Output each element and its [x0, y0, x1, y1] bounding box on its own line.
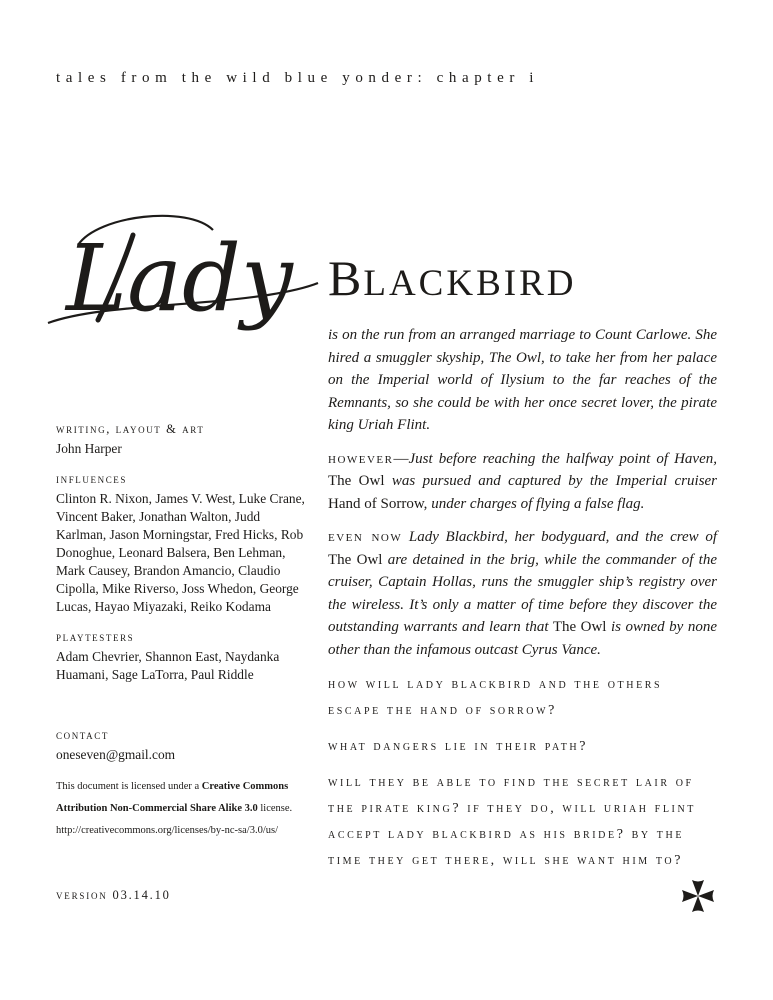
- influences-value: Clinton R. Nixon, James V. West, Luke Crane, Vincent Baker, Jonathan Walton, Judd Karlman, Jason Morningstar, Fred Hicks, Rob Donoghue, Leonard Balsera, Ben Lehman, Mark Causey, Brandon Amancio, Claudio Cipolla, Mike Riverso, Joss Whedon, George Lucas, Hayao Miyazaki, Reiko Kodama: [56, 491, 305, 614]
- running-header: tales from the wild blue yonder: chapter i: [56, 70, 540, 86]
- ship-name: The Owl: [328, 551, 383, 568]
- however-text-2: was pursued and captured by the Imperial cruiser: [391, 473, 718, 489]
- even-now-text-2: are detained in the brig, while the commander of the cruiser, Captain Hollas, runs the smuggler ship’s registry over the wireless. It’s only a matter of time before they discover the outstanding warrants and learn that: [328, 551, 717, 635]
- license-notice: [56, 776, 306, 842]
- version-label: version 03.14.10: [56, 888, 171, 902]
- even-now-paragraph: [328, 526, 717, 661]
- main-title-rest: LACKBIRD: [363, 263, 577, 304]
- main-title-initial: B: [328, 250, 364, 306]
- however-text-3: under charges of flying a false flag.: [431, 495, 645, 512]
- ship-name: The Owl: [328, 473, 385, 489]
- even-now-text-1: Lady Blackbird, her bodyguard, and the crew of: [408, 529, 717, 545]
- license-name: Creative Commons Attribution Non-Commercial Share Alike 3.0: [56, 781, 289, 814]
- story-column: [328, 324, 717, 884]
- even-now-text-3: is owned by none other than the infamous outcast Cyrus Vance.: [328, 619, 718, 658]
- intro-paragraph: [328, 324, 717, 437]
- ship-name: The Owl: [552, 619, 607, 635]
- license-url[interactable]: http://creativecommons.org/licenses/by-nc-sa/3.0/us/: [56, 825, 279, 836]
- influences-label: influences: [56, 472, 128, 486]
- playtesters-value: Adam Chevrier, Shannon East, Naydanka Huamani, Sage LaTorra, Paul Riddle: [56, 649, 280, 682]
- main-title: [328, 250, 577, 306]
- lady-script-title: [38, 205, 328, 345]
- even-now-lead: even now: [328, 529, 403, 545]
- however-paragraph: [328, 448, 717, 516]
- license-prefix: This document is licensed under a: [56, 781, 200, 792]
- contact-label: contact: [56, 728, 109, 742]
- license-suffix: license.: [260, 803, 293, 814]
- question: how will lady blackbird and the others escape the hand of sorrow?: [328, 677, 663, 718]
- writing-value: John Harper: [56, 441, 122, 456]
- writing-label: writing, layout & art: [56, 422, 205, 436]
- contact-email[interactable]: oneseven@gmail.com: [56, 747, 176, 762]
- credits-column: [56, 420, 306, 842]
- playtesters-label: playtesters: [56, 630, 135, 644]
- lady-script-word: Lady: [66, 225, 293, 332]
- ship-name: Hand of Sorrow,: [328, 495, 428, 512]
- em-dash: —: [393, 450, 409, 467]
- cross-pattee-icon: [680, 878, 716, 914]
- question: what dangers lie in their path?: [328, 739, 589, 754]
- however-lead: however: [328, 450, 394, 467]
- intro-text: is on the run from an arranged marriage to Count Carlowe. She hired a smuggler skyship, The Owl, to take her from her palace on the Imperial world of Ilysium to the far reaches of the Remnants, so she could be with her once secret lover, the pirate king Uriah Flint.: [328, 327, 717, 433]
- question: will they be able to find the secret lair of the pirate king? if they do, will uriah flint accept lady blackbird as his bride? by the time they get there, will she want him to?: [328, 775, 697, 868]
- however-text-1: Just before reaching the halfway point of Haven,: [408, 450, 717, 467]
